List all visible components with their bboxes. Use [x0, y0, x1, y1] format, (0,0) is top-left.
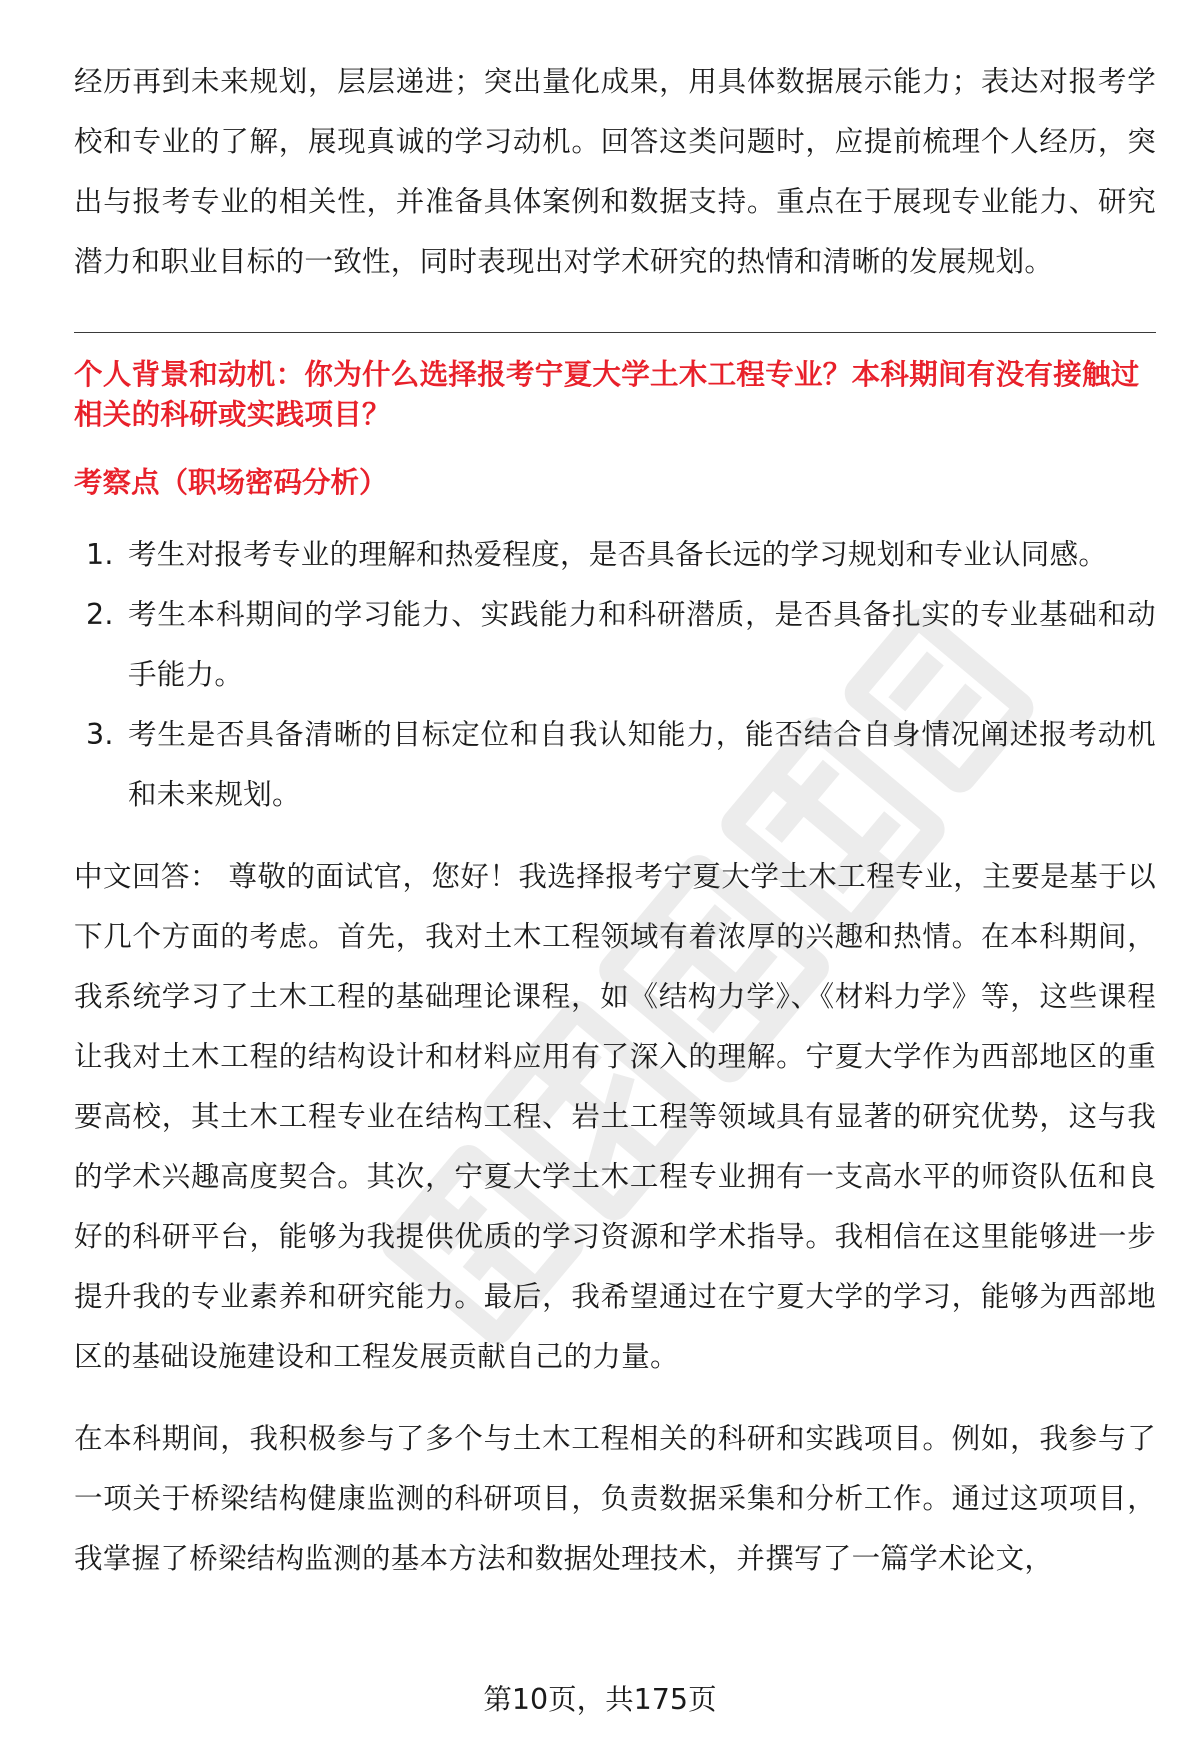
- answer-paragraph-2: 在本科期间，我积极参与了多个与土木工程相关的科研和实践项目。例如，我参与了一项关于桥梁结构健康监测的科研项目，负责数据采集和分析工作。通过这项项目，我掌握了桥梁结构监测的基本方法和数据处理技术，并撰写了一篇学术论文，: [74, 1422, 1156, 1575]
- interview-question: 个人背景和动机：你为什么选择报考宁夏大学土木工程专业？本科期间有没有接触过相关的科研或实践项目？: [74, 358, 1140, 431]
- assessment-heading: 考察点（职场密码分析）: [74, 466, 388, 499]
- answer-paragraph-1: 中文回答： 尊敬的面试官，您好！我选择报考宁夏大学土木工程专业，主要是基于以下几个方面的考虑。首先，我对土木工程领域有着浓厚的兴趣和热情。在本科期间，我系统学习了土木工程的基础理论课程，如《结构力学》、《材料力学》等，这些课程让我对土木工程的结构设计和材料应用有了深入的理解。宁夏大学作为西部地区的重要高校，其土木工程专业在结构工程、岩土工程等领域具有显著的研究优势，这与我的学术兴趣高度契合。其次，宁夏大学土木工程专业拥有一支高水平的师资队伍和良好的科研平台，能够为我提供优质的学习资源和学术指导。我相信在这里能够进一步提升我的专业素养和研究能力。最后，我希望通过在宁夏大学的学习，能够为西部地区的基础设施建设和工程发展贡献自己的力量。: [74, 860, 1156, 1373]
- list-item-number: 2.: [86, 598, 114, 631]
- assessment-list: [74, 525, 1156, 825]
- list-item-text: 考生是否具备清晰的目标定位和自我认知能力，能否结合自身情况阐述报考动机和未来规划。: [128, 718, 1156, 811]
- intro-paragraph: 经历再到未来规划，层层递进；突出量化成果，用具体数据展示能力；表达对报考学校和专业的了解，展现真诚的学习动机。回答这类问题时，应提前梳理个人经历，突出与报考专业的相关性，并准备具体案例和数据支持。重点在于展现专业能力、研究潜力和职业目标的一致性，同时表现出对学术研究的热情和清晰的发展规划。: [74, 65, 1156, 278]
- list-item: [74, 705, 1156, 825]
- page-footer: 第10页，共175页: [483, 1683, 717, 1716]
- list-item: [74, 585, 1156, 705]
- list-item-text: 考生对报考专业的理解和热爱程度，是否具备长远的学习规划和专业认同感。: [128, 538, 1108, 571]
- document-body: [74, 52, 1156, 1589]
- list-item-number: 3.: [86, 718, 114, 751]
- list-item-text: 考生本科期间的学习能力、实践能力和科研潜质，是否具备扎实的专业基础和动手能力。: [128, 598, 1156, 691]
- list-item: [74, 525, 1156, 585]
- section-divider: [74, 332, 1156, 333]
- list-item-number: 1.: [86, 538, 114, 571]
